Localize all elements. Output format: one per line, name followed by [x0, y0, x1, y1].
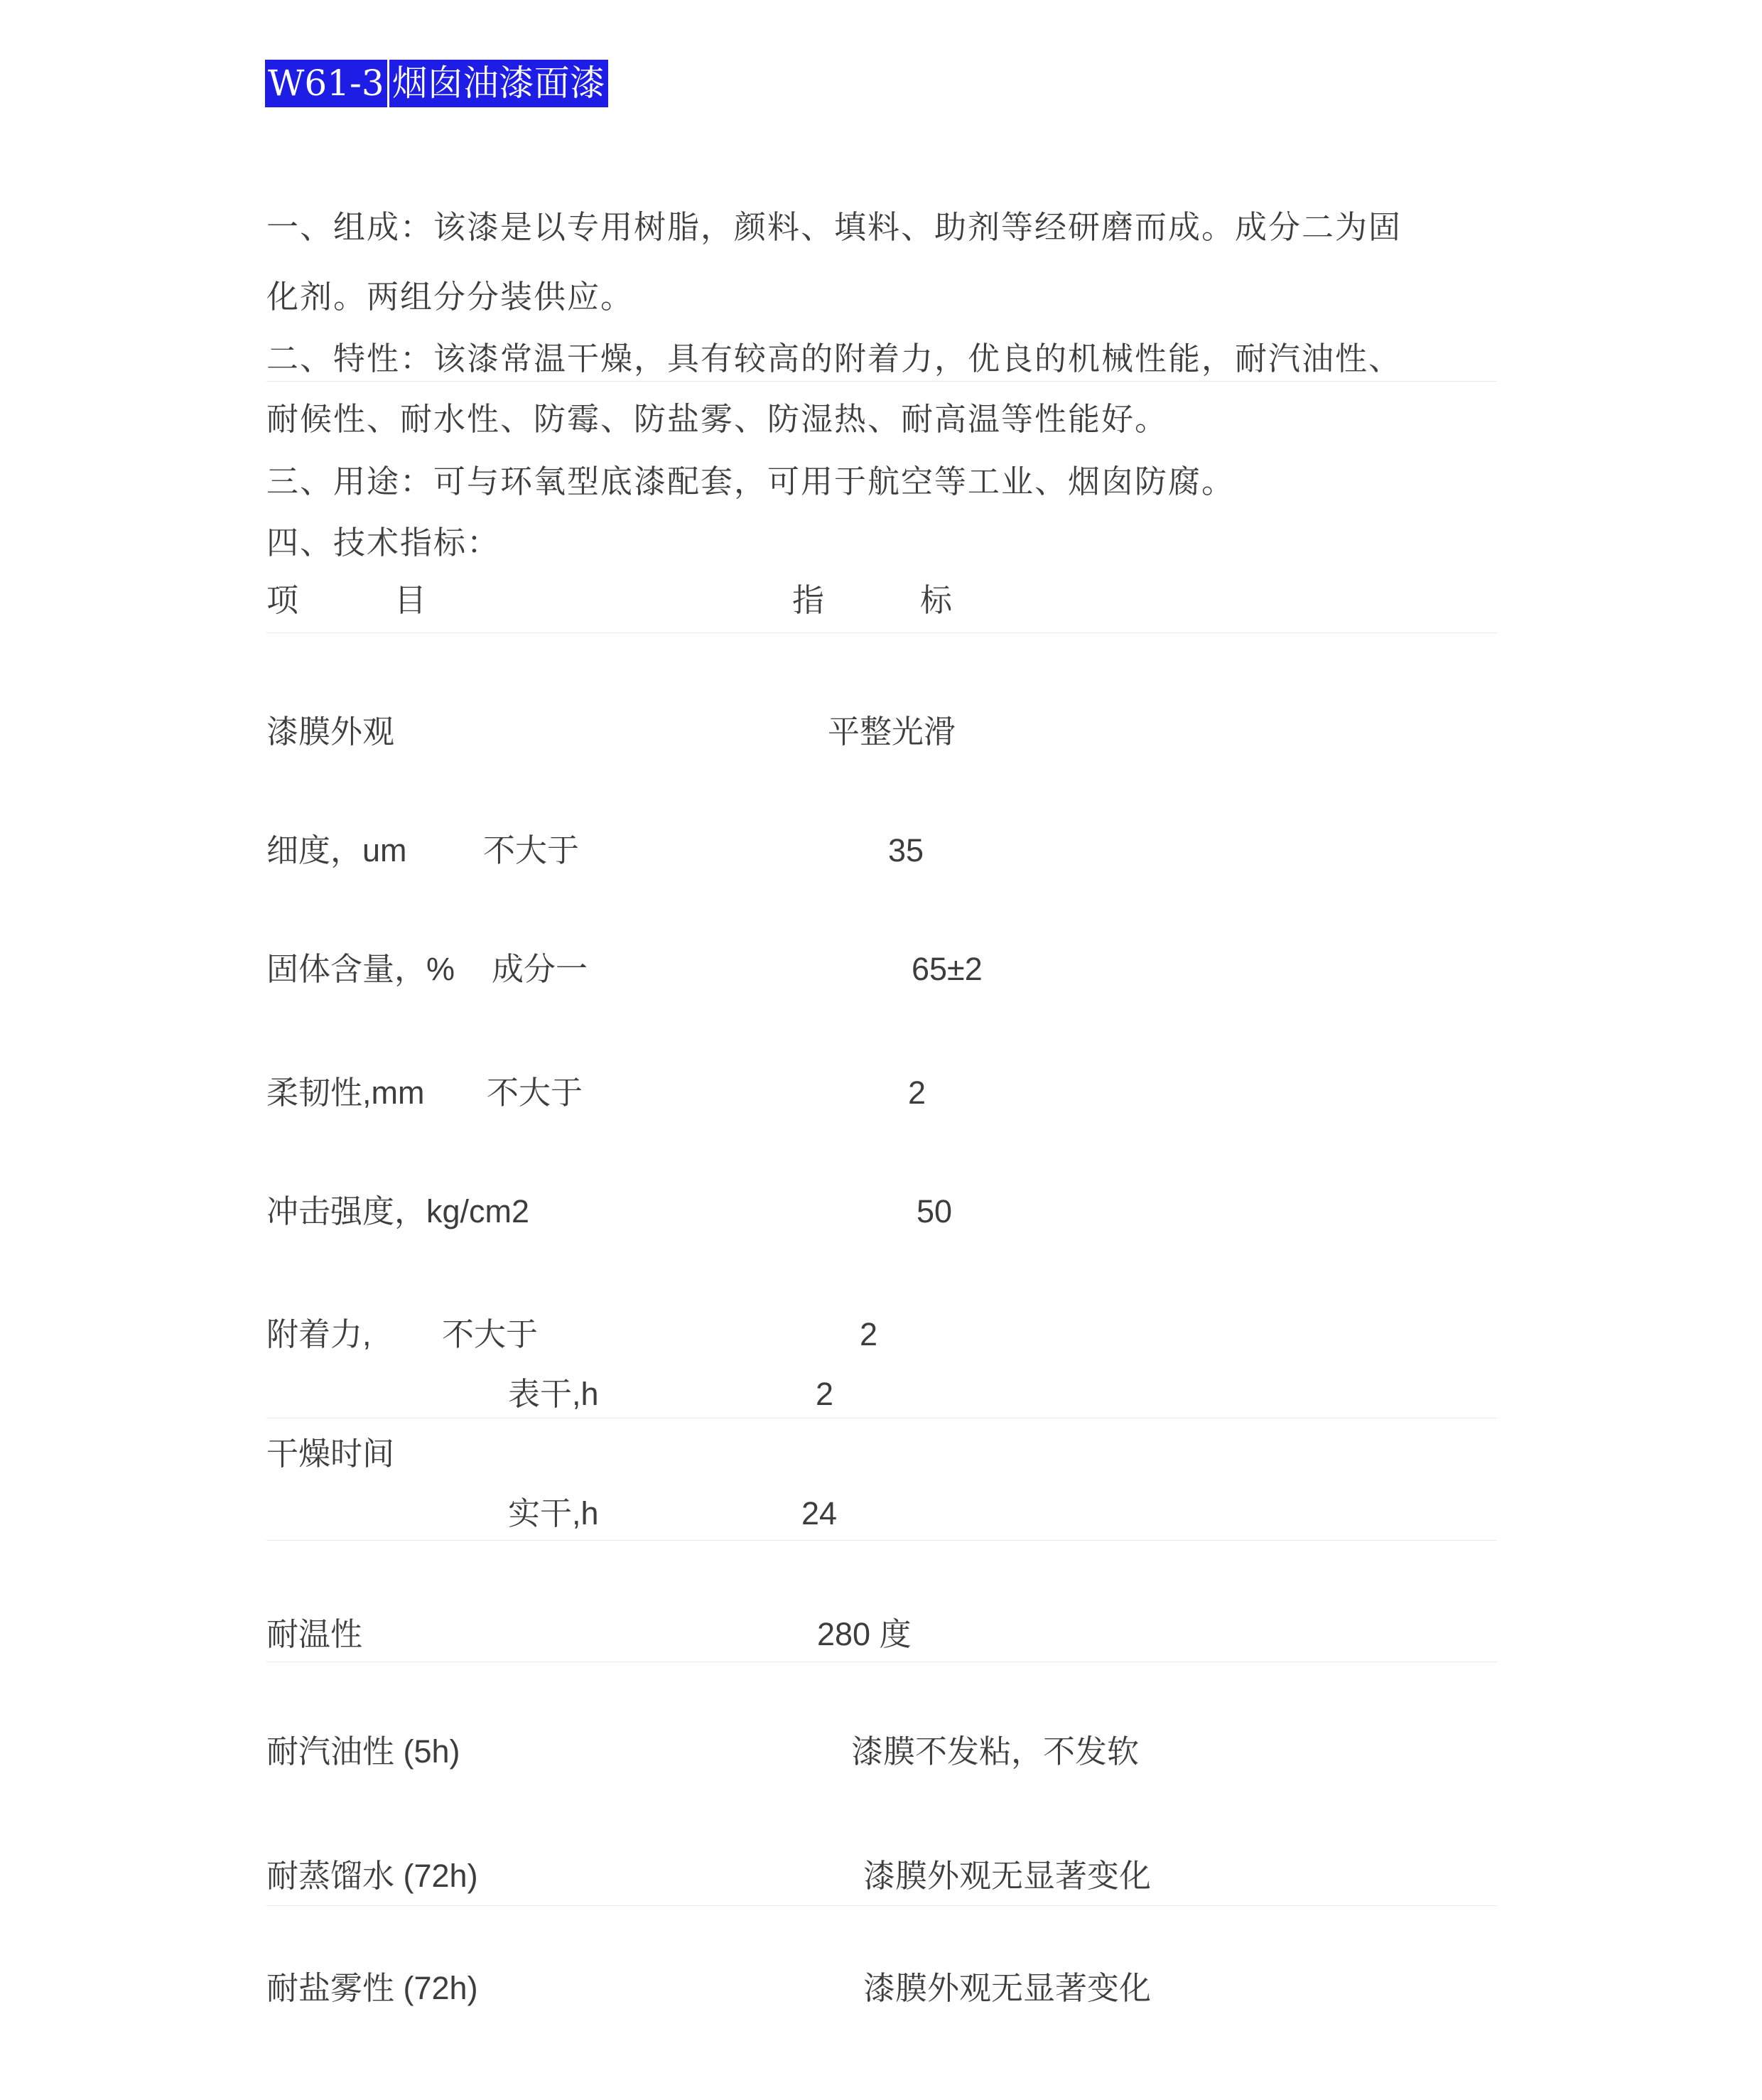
paragraph-line-characteristics-1: 二、特性：该漆常温干燥，具有较高的附着力，优良的机械性能，耐汽油性、: [266, 340, 1402, 377]
spec-row-impact-strength: [0, 1189, 1762, 1234]
row-divider: [266, 381, 1497, 382]
page-title: [265, 60, 608, 107]
spec-row-surface-dry: [0, 1372, 1762, 1417]
spec-value: 漆膜外观无显著变化: [863, 1970, 1152, 2006]
spec-value: 35: [888, 832, 924, 868]
spec-row-adhesion: [0, 1312, 1762, 1357]
spec-value: 50: [917, 1193, 953, 1229]
spec-label: 固体含量，%: [266, 951, 455, 987]
spec-value: 65±2: [912, 951, 983, 987]
spec-label: 耐汽油性 (5h): [266, 1733, 460, 1770]
paragraph-line-characteristics-2: 耐候性、耐水性、防霉、防盐雾、防湿热、耐高温等性能好。: [266, 401, 1169, 437]
spec-row-heat-resistance: [0, 1612, 1762, 1657]
spec-row-hard-dry: [0, 1491, 1762, 1536]
spec-label: 干燥时间: [266, 1436, 395, 1472]
spec-value: 漆膜不发粘，不发软: [851, 1733, 1140, 1770]
spec-row-salt-spray-resistance: [0, 1966, 1762, 2011]
spec-row-fineness: [0, 828, 1762, 873]
spec-label: 附着力,: [266, 1316, 372, 1352]
spec-qualifier: 不大于: [483, 832, 580, 868]
paragraph-line-composition-2: 化剂。两组分分装供应。: [266, 279, 634, 315]
spec-label: 冲击强度，kg/cm2: [266, 1193, 530, 1229]
spec-value: 280 度: [817, 1616, 912, 1652]
spec-label: 细度，um: [266, 832, 407, 868]
paragraph-line-composition-1: 一、组成：该漆是以专用树脂，颜料、填料、助剂等经研磨而成。成分二为固: [266, 209, 1402, 245]
spec-label: 漆膜外观: [266, 714, 395, 750]
spec-value: 24: [801, 1495, 838, 1531]
title-highlight-code: W61-3: [265, 60, 387, 107]
spec-row-distilled-water-resistance: [0, 1853, 1762, 1899]
spec-value: 2: [860, 1316, 878, 1352]
spec-qualifier: 成分一: [492, 951, 588, 987]
title-highlight-name: 烟囱油漆面漆: [389, 60, 608, 107]
spec-label: 实干,h: [508, 1495, 599, 1531]
spec-label: 耐盐雾性 (72h): [266, 1970, 478, 2006]
spec-label: 耐温性: [266, 1616, 363, 1652]
spec-label: 柔韧性,mm: [266, 1075, 425, 1111]
spec-qualifier: 不大于: [487, 1075, 583, 1111]
spec-header-index: 指 标: [792, 582, 953, 618]
row-divider: [266, 632, 1497, 633]
spec-header-row: [0, 578, 1762, 623]
paragraph-line-usage: 三、用途：可与环氧型底漆配套，可用于航空等工业、烟囱防腐。: [266, 463, 1236, 500]
row-divider: [266, 1540, 1497, 1541]
row-divider: [266, 1905, 1497, 1906]
spec-label: 耐蒸馏水 (72h): [266, 1858, 478, 1894]
spec-row-gasoline-resistance: [0, 1729, 1762, 1775]
spec-qualifier: 不大于: [442, 1316, 539, 1352]
spec-value: 2: [816, 1376, 834, 1412]
paragraph-line-spec-heading: 四、技术指标：: [266, 524, 501, 561]
spec-row-flexibility: [0, 1070, 1762, 1116]
spec-row-film-appearance: [0, 709, 1762, 755]
spec-label: 表干,h: [508, 1376, 599, 1412]
spec-value: 漆膜外观无显著变化: [863, 1858, 1152, 1894]
spec-header-item: 项 目: [266, 582, 427, 618]
spec-row-solid-content: [0, 947, 1762, 992]
spec-value: 2: [908, 1075, 926, 1111]
spec-row-drying-time: [0, 1431, 1762, 1477]
spec-value: 平整光滑: [828, 714, 956, 750]
